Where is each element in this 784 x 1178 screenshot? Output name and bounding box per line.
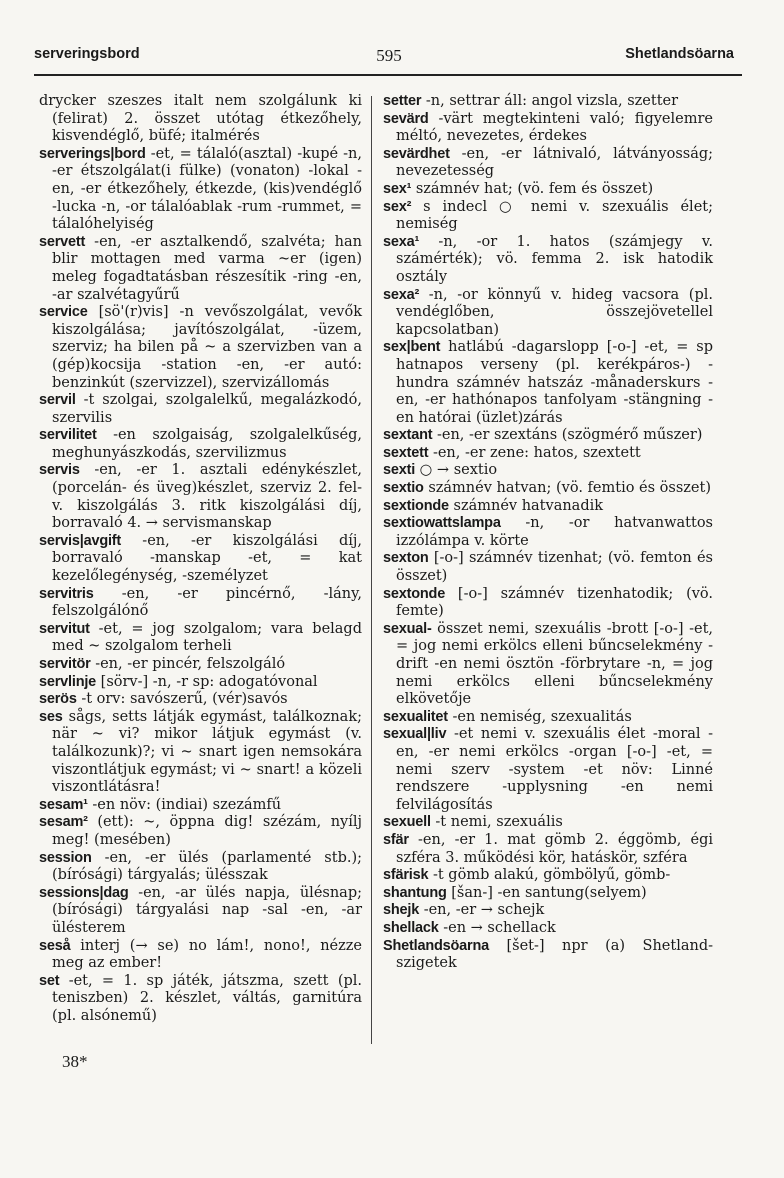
page-header — [34, 46, 734, 70]
entry-definition: -n, -or hatvanwattos izzólámpa v. körte — [396, 515, 714, 549]
entry-headword: sexuell — [383, 814, 431, 831]
entry-definition: [sörv-] -n, -r sp: adogatóvonal — [100, 673, 318, 690]
header-right-guideword: Shetlandsöarna — [625, 46, 734, 62]
dictionary-entry — [39, 533, 362, 586]
dictionary-entry — [383, 550, 713, 585]
entry-definition: -en nemiség, szexualitás — [452, 708, 632, 725]
entry-headword: servitris — [39, 585, 94, 602]
dictionary-entry — [383, 814, 713, 832]
dictionary-entry — [383, 111, 713, 146]
entry-headword: servitör — [39, 656, 91, 672]
entry-headword: sextonde — [383, 585, 446, 602]
entry-definition: -en, -er zene: hatos, szextett — [432, 444, 641, 461]
dictionary-entry — [383, 462, 713, 480]
dictionary-entry — [383, 445, 713, 463]
dictionary-entry — [39, 691, 362, 709]
entry-definition: interj (→ se) no lám!, nono!, nézze meg az ember! — [52, 937, 362, 972]
entry-headword: setter — [383, 93, 422, 109]
entry-definition: számnév hat; (vö. fem és összet) — [415, 180, 654, 197]
entry-headword: serverings|bord — [39, 145, 146, 162]
entry-headword: shejk — [383, 902, 420, 919]
entry-headword: seså — [39, 937, 71, 954]
column-divider — [371, 96, 372, 1044]
dictionary-entry — [39, 427, 362, 462]
right-column — [383, 93, 713, 973]
entry-headword: servett — [39, 233, 86, 250]
entry-headword: sextionde — [383, 497, 449, 514]
dictionary-entry — [383, 586, 713, 621]
entry-definition: számnév hatvanadik — [453, 497, 604, 514]
entry-headword: sexa¹ — [383, 233, 420, 250]
entry-definition: -en, -er látnivaló, látványosság; nevezetesség — [396, 145, 714, 180]
entry-headword: shantung — [383, 884, 447, 901]
entry-headword: sessions|dag — [39, 884, 129, 901]
entry-definition: sågs, setts látják egymást, találkoznak; när ~ vi? mikor látjuk egymást (v. találkozunk)?; vi ~ snart igen nemsokára viszontlátjuk egymást; vi ~ snart! a közeli viszontlátásra! — [52, 708, 362, 796]
dictionary-entry — [39, 462, 362, 532]
dictionary-entry — [39, 797, 362, 815]
entry-definition: -en → schellack — [443, 919, 556, 936]
dictionary-entry — [39, 234, 362, 304]
entry-definition: [-o-] számnév tizenhatodik; (vö. femte) — [396, 585, 714, 620]
entry-definition: összet nemi, szexuális -brott [-o-] -et, = jog nemi erkölcs elleni bűncselekmény -drift -en nemi ösztön -förbrytare -n, = jog nemi erkölcs elleni bűncselekmény elkövetője — [396, 620, 714, 708]
entry-headword: sevärdhet — [383, 145, 450, 162]
entry-headword: shellack — [383, 919, 439, 936]
entry-definition: -en, -er szextáns (szögmérő műszer) — [436, 427, 703, 444]
entry-definition: -en, -ar ülés napja, ülésnap; (bírósági) tárgyalási nap -sal -en, -ar ülésterem — [52, 884, 362, 936]
entry-headword: serös — [39, 691, 77, 708]
entry-definition: -en, -er kiszolgálási díj, borravaló -manskap -et, = kat kezelőlegénység, -személyzet — [52, 532, 362, 585]
entry-headword: sextant — [383, 427, 433, 444]
entry-definition: -n, settrar áll: angol vizsla, szetter — [425, 93, 679, 109]
dictionary-entry — [383, 146, 713, 181]
dictionary-entry — [383, 902, 713, 920]
entry-headword: sexualitet — [383, 708, 448, 725]
entry-definition: hatlábú -dagarslopp [-o-] -et, = sp hatnapos verseny (pl. kerékpáros-) -hundra számnév hatszáz -månaderskurs -en, -er hathónapos tanfolyam -stängning -en hatórai (üzlet)zárás — [396, 339, 713, 426]
dictionary-entry — [383, 480, 713, 498]
left-column — [39, 93, 362, 1025]
entry-definition: -et nemi v. szexuális élet -moral -en, -er nemi erkölcs -organ [-o-] -et, = nemi szerv -system -et növ: Linné rendszere -upplysning -en nemi felvilágosítás — [396, 726, 713, 813]
entry-definition: -et, = tálaló(asztal) -kupé -n, -er étszolgálat(i fülke) (vonaton) -lokal -en, -er étkezőhely, étkezde, (kis)vendéglő -lucka -n, -or tálalóablak -rum -rummet, = tálalóhelyiség — [52, 145, 362, 233]
entry-headword: Shetlandsöarna — [383, 937, 489, 954]
entry-headword: sextiowattslampa — [383, 515, 501, 532]
entry-definition: -en, -er pincérnő, -lány, felszolgálónő — [52, 585, 362, 620]
dictionary-entry — [39, 885, 362, 938]
entry-definition: [šan-] -en santung(selyem) — [451, 884, 647, 901]
dictionary-entry — [39, 938, 362, 973]
entry-definition: -en, -er ülés (parlamenté stb.); (bírósági) tárgyalás; ülésszak — [52, 849, 362, 884]
entry-definition: -et, = jog szolgalom; vara belagd med ~ szolgalom terheli — [52, 620, 362, 655]
entry-headword: servlinje — [39, 673, 97, 690]
dictionary-entry — [383, 709, 713, 727]
dictionary-entry — [383, 199, 713, 234]
dictionary-entry — [383, 498, 713, 516]
header-rule — [34, 74, 742, 76]
dictionary-entry — [39, 586, 362, 621]
entry-headword: sex² — [383, 198, 412, 215]
entry-headword: servilitet — [39, 427, 97, 444]
entry-headword: sexton — [383, 550, 429, 567]
entry-definition: (ett): ~, öppna dig! szézám, nyílj meg! (mesében) — [52, 814, 363, 848]
entry-definition: -t nemi, szexuális — [435, 814, 563, 831]
entry-headword: service — [39, 304, 88, 321]
entry-headword: sfär — [383, 831, 409, 848]
dictionary-entry — [39, 93, 362, 146]
dictionary-entry — [383, 234, 713, 287]
entry-definition: [sö'(r)vis] -n vevőszolgálat, vevők kiszolgálása; javítószolgálat, -üzem, szerviz; ha bilen på ~ a szervizben van a (gép)kocsija -station -en, -er autó: benzinkút (szervizzel), szervizállomás — [52, 304, 362, 391]
entry-headword: sex|bent — [383, 339, 441, 356]
dictionary-entry — [39, 621, 362, 656]
entry-headword: sexual|liv — [383, 726, 447, 743]
entry-definition: -t gömb alakú, gömbölyű, gömb- — [432, 867, 671, 884]
entry-definition: -en növ: (indiai) szezámfű — [92, 796, 282, 813]
entry-definition: -et, = 1. sp játék, játszma, szett (pl. teniszben) 2. készlet, váltás, garnitúra (pl. alsónemű) — [52, 972, 363, 1024]
dictionary-entry — [383, 726, 713, 814]
dictionary-entry — [383, 920, 713, 938]
dictionary-entry — [39, 146, 362, 234]
dictionary-entry — [39, 973, 362, 1026]
entry-definition: -n, -or 1. hatos (számjegy v. számérték); vö. femma 2. isk hatodik osztály — [396, 233, 713, 285]
entry-definition: -en, -er 1. asztali edénykészlet, (porcelán- és üveg)készlet, szerviz 2. fel- v. kiszolgálás 3. ritk kiszolgálási díj, borravaló 4. → servismanskap — [52, 462, 362, 532]
dictionary-entry — [383, 93, 713, 111]
dictionary-entry — [39, 814, 362, 849]
signature-mark: 38* — [62, 1052, 88, 1071]
dictionary-entry — [39, 392, 362, 427]
dictionary-entry — [39, 656, 362, 674]
entry-headword: sextett — [383, 444, 429, 461]
entry-headword: sexa² — [383, 286, 420, 303]
entry-definition: számnév hatvan; (vö. femtio és összet) — [428, 480, 711, 497]
dictionary-entry — [383, 287, 713, 340]
entry-headword: ses — [39, 708, 63, 725]
dictionary-entry — [383, 885, 713, 903]
dictionary-entry — [383, 832, 713, 867]
entry-definition: s indecl ○ nemi v. szexuális élet; nemiség — [396, 198, 713, 233]
entry-definition: -värt megtekinteni való; figyelemre méltó, nevezetes, érdekes — [396, 110, 713, 145]
entry-definition: -en szolgaiság, szolgalelkűség, meghunyászkodás, szervilizmus — [52, 427, 362, 461]
dictionary-entry — [39, 304, 362, 392]
entry-headword: servis — [39, 462, 80, 479]
dictionary-entry — [383, 621, 713, 709]
dictionary-entry — [383, 515, 713, 550]
entry-definition: -n, -or könnyű v. hideg vacsora (pl. vendéglőben, összejövetellel kapcsolatban) — [396, 286, 713, 338]
entry-definition: [-o-] számnév tizenhat; (vö. femton és összet) — [396, 550, 713, 585]
entry-headword: servitut — [39, 620, 90, 637]
entry-headword: set — [39, 972, 60, 989]
entry-headword: servis|avgift — [39, 532, 122, 549]
dictionary-entry — [39, 674, 362, 692]
entry-headword: sexti — [383, 462, 416, 479]
header-left-guideword: serveringsbord — [34, 46, 140, 62]
entry-definition: -en, -er 1. mat gömb 2. éggömb, égi szféra 3. működési kör, hatáskör, szféra — [396, 831, 714, 866]
entry-definition: -t szolgai, szolgalelkű, megalázkodó, szervilis — [52, 392, 362, 426]
entry-headword: session — [39, 849, 92, 866]
dictionary-entry — [383, 427, 713, 445]
entry-definition: -en, -er → schejk — [423, 902, 545, 919]
entry-definition: -en, -er pincér, felszolgáló — [95, 656, 286, 672]
entry-headword: servil — [39, 392, 76, 409]
page-number: 595 — [376, 46, 402, 65]
dictionary-entry — [383, 181, 713, 199]
entry-headword: sfärisk — [383, 867, 429, 884]
entry-headword: sexual- — [383, 620, 432, 637]
entry-definition: [šet-] npr (a) Shetland-szigetek — [396, 937, 714, 972]
dictionary-entry — [383, 339, 713, 427]
entry-headword: sevärd — [383, 110, 429, 127]
dictionary-entry — [383, 938, 713, 973]
entry-definition: drycker szeszes italt nem szolgálunk ki (felirat) 2. összet utótag étkezőhely, kisvendéglő, büfé; italmérés — [39, 93, 362, 145]
entry-definition: ○ → sextio — [419, 462, 498, 479]
entry-headword: sextio — [383, 480, 424, 497]
entry-headword: sesam¹ — [39, 796, 88, 813]
entry-definition: -en, -er asztalkendő, szalvéta; han blir mottagen med varma ~er (igen) meleg fogadtatásban részesítik -ring -en, -ar szalvétagyűrű — [52, 233, 362, 303]
dictionary-entry — [383, 867, 713, 885]
entry-definition: -t orv: savószerű, (vér)savós — [81, 691, 288, 708]
entry-headword: sesam² — [39, 814, 88, 831]
entry-headword: sex¹ — [383, 180, 412, 197]
dictionary-entry — [39, 850, 362, 885]
dictionary-entry — [39, 709, 362, 797]
